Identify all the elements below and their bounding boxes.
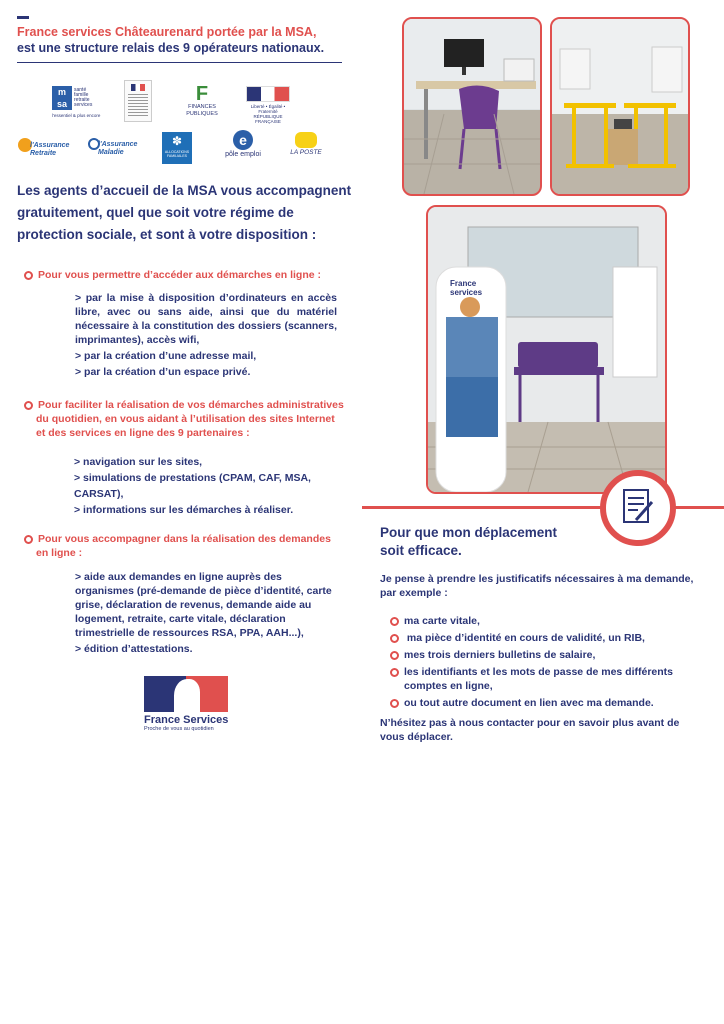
section3-item: > aide aux demandes en ligne auprès des organismes (pré-demande de pièce d’identité, carte grise, déclaration de revenus, demande aide au logement, retraite, carte vitale, déclaration trimestrielle de ressources RSA, PPA, AAH...), xyxy=(75,571,332,639)
section2-heading-line3: et des services en ligne des 9 partenaires : xyxy=(36,427,250,439)
circle-bullet-icon xyxy=(390,699,399,708)
assurance-maladie-logo xyxy=(88,138,142,162)
computer-desk-illustration xyxy=(404,19,540,194)
msa-logo xyxy=(52,86,102,120)
header-title-line2: est une structure relais des 9 opérateurs nationaux. xyxy=(17,41,325,55)
circle-bullet-icon xyxy=(390,668,399,677)
pole-emploi-logo xyxy=(218,130,268,164)
right-list-item-text: ma pièce d’identité en cours de validité, un RIB, xyxy=(404,632,645,644)
section3-heading-line2: en ligne : xyxy=(36,547,83,559)
la-poste-logo xyxy=(286,132,326,164)
right-list-item-text: ma carte vitale, xyxy=(404,615,480,627)
france-services-name: France Services xyxy=(144,714,229,726)
section1-item: > par la création d’une adresse mail, xyxy=(75,350,257,362)
caf-figures-icon: ✽ xyxy=(171,134,183,148)
france-services-logo xyxy=(144,676,234,738)
right-list-item xyxy=(390,614,695,628)
right-list-item-text: les identifiants et les mots de passe de mes différents comptes en ligne, xyxy=(404,666,674,692)
marianne-flag-icon xyxy=(131,84,145,91)
assurance-retraite-label: l'Assurance Retraite xyxy=(30,142,70,157)
section1-heading xyxy=(24,268,354,282)
msa-logo-text: santé famille retraite services xyxy=(74,87,93,108)
section1-item: > par la mise à disposition d’ordinateurs en accès libre, avec ou sans aide, ainsi que du matériel nécessaire à la constitution des dossiers (scanners, imprimantes), accès wifi, xyxy=(75,292,337,346)
circle-bullet-icon xyxy=(390,634,399,643)
section1-list xyxy=(75,291,337,379)
finances-label: FINANCES PUBLIQUES xyxy=(186,104,218,117)
caf-label: ALLOCATIONS FAMILIALES xyxy=(164,150,190,158)
right-list-item-text: mes trois derniers bulletins de salaire, xyxy=(404,649,596,661)
photo-waiting-room xyxy=(426,205,667,494)
intro-text: Les agents d’accueil de la MSA vous accompagnent gratuitement, quel que soit votre régime de protection sociale, et sont à votre disposition : xyxy=(17,183,352,242)
header-title-line1: France services Châteaurenard portée par la MSA, xyxy=(17,25,317,39)
right-list xyxy=(390,614,695,710)
republique-label: Liberté • Égalité • Fraternité RÉPUBLIQUE FRANÇAISE xyxy=(250,104,286,124)
photo-standing-desks xyxy=(550,17,690,196)
la-poste-label: LA POSTE xyxy=(290,149,322,156)
photo-banner-label: France services xyxy=(450,279,483,297)
right-list-item xyxy=(390,696,695,710)
document-circle xyxy=(600,470,676,546)
section2-heading-line2: du quotidien, en vous aidant à l’utilisation des sites Internet xyxy=(36,413,335,425)
section2-list xyxy=(74,454,359,518)
ministere-logo xyxy=(124,80,152,122)
section3-heading-line1: Pour vous accompagner dans la réalisation des demandes xyxy=(38,533,331,545)
circle-bullet-icon xyxy=(24,401,33,410)
standing-desks-illustration xyxy=(552,19,688,194)
la-poste-bird-icon xyxy=(295,132,317,148)
right-list-item-text: ou tout autre document en lien avec ma demande. xyxy=(404,697,654,709)
right-title xyxy=(380,524,557,560)
right-title-line2: soit efficace. xyxy=(380,543,462,558)
assurance-retraite-logo xyxy=(18,138,76,162)
section2-item: > simulations de prestations (CPAM, CAF, MSA, CARSAT), xyxy=(74,472,311,500)
circle-bullet-icon xyxy=(24,535,33,544)
section2-heading-line1: Pour faciliter la réalisation de vos démarches administratives xyxy=(38,399,344,411)
section1-item: > par la création d’un espace privé. xyxy=(75,366,251,378)
header-dash xyxy=(17,16,29,19)
caf-logo xyxy=(162,132,192,164)
section1-heading-text: Pour vous permettre d’accéder aux démarches en ligne : xyxy=(38,269,322,281)
right-list-item xyxy=(390,648,695,662)
marianne-icon xyxy=(144,676,228,712)
section2-heading xyxy=(24,398,354,440)
header-rule xyxy=(17,62,342,63)
section3-item: > édition d’attestations. xyxy=(75,643,193,655)
right-closing: N’hésitez pas à nous contacter pour en savoir plus avant de vous déplacer. xyxy=(380,717,680,743)
right-list-item xyxy=(390,665,695,693)
circle-bullet-icon xyxy=(390,651,399,660)
section3-heading xyxy=(24,532,354,560)
finances-publiques-logo xyxy=(174,84,230,116)
photo-computer-desk xyxy=(402,17,542,196)
circle-bullet-icon xyxy=(24,271,33,280)
right-title-line1: Pour que mon déplacement xyxy=(380,525,558,540)
document-pen-icon xyxy=(606,476,670,540)
republique-logo xyxy=(246,86,290,124)
france-services-tagline: Proche de vous au quotidien xyxy=(144,726,214,732)
tricolor-flag-icon xyxy=(246,86,290,102)
msa-mark-icon: m sa xyxy=(52,86,72,110)
assurance-maladie-label: l'Assurance Maladie xyxy=(98,141,138,156)
pole-emploi-e-icon: e xyxy=(233,130,253,150)
ministere-text-lines xyxy=(128,94,148,116)
msa-tagline: l'essentiel & plus encore xyxy=(52,113,101,118)
section3-list xyxy=(75,570,343,656)
header-title xyxy=(17,24,324,56)
right-lead: Je pense à prendre les justificatifs nécessaires à ma demande, par exemple : xyxy=(380,573,694,599)
circle-bullet-icon xyxy=(390,617,399,626)
section2-item: > informations sur les démarches à réaliser. xyxy=(74,504,294,516)
right-list-item xyxy=(390,631,695,645)
section2-item: > navigation sur les sites, xyxy=(74,456,203,468)
waiting-room-illustration xyxy=(428,207,665,492)
pole-emploi-label: pôle emploi xyxy=(225,151,261,158)
finances-f-icon: F xyxy=(195,83,209,105)
